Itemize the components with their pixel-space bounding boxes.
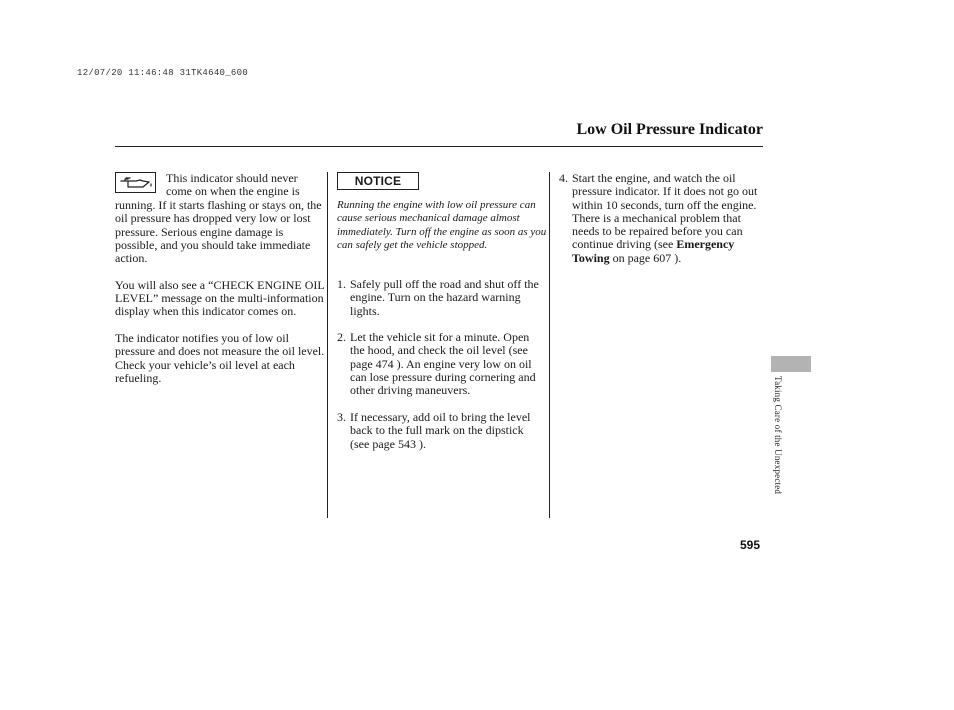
intro-line-1: This indicator should never xyxy=(166,171,298,185)
step-text: Safely pull off the road and shut off the engine. Turn on the hazard warning lights. xyxy=(350,277,539,318)
page-number: 595 xyxy=(740,538,761,552)
notice-text: Running the engine with low oil pressure can cause serious mechanical damage almost immediately. Turn off the engine as soon as you can safely get the vehicle stopped. xyxy=(337,199,547,251)
intro-line-2: come on when the engine is xyxy=(166,184,300,199)
step-text: Start the engine, and watch the oil pressure indicator. If it does not go out within 10 seconds, turn off the engine. There is a mechanical problem that needs to be repaired before you can continue driving (see xyxy=(572,171,758,252)
column-left xyxy=(115,199,325,398)
intro-lead xyxy=(166,172,326,199)
message-paragraph: You will also see a “CHECK ENGINE OIL LEVEL” message on the multi-information display when this indicator comes on. xyxy=(115,277,325,319)
emergency-towing-link[interactable]: Emergency Towing xyxy=(572,237,735,265)
steps-list xyxy=(337,278,545,451)
steps-list-continued xyxy=(559,172,765,265)
section-label-text: Taking Care of the Unexpected xyxy=(773,376,783,495)
list-item xyxy=(337,278,545,318)
column-divider-2 xyxy=(549,172,550,518)
list-item xyxy=(337,331,545,397)
step-text: If necessary, add oil to bring the level back to the full mark on the dipstick (see page 543 ). xyxy=(350,409,531,451)
print-timestamp: 12/07/20 11:46:48 31TK4640_600 xyxy=(77,68,249,78)
oil-can-icon xyxy=(115,172,156,193)
step-text-end: on page 607 ). xyxy=(609,250,682,265)
column-middle xyxy=(337,278,545,464)
list-item xyxy=(559,172,765,265)
column-divider-1 xyxy=(327,172,328,518)
step-text: Let the vehicle sit for a minute. Open the hood, and check the oil level (see page 474 ). An engine very low on oil can lose pressure during cornering and other driving maneuvers. xyxy=(350,330,536,398)
list-item xyxy=(337,411,545,451)
column-right xyxy=(559,172,765,278)
header-rule xyxy=(115,146,763,147)
section-label xyxy=(770,376,784,536)
page-title: Low Oil Pressure Indicator xyxy=(576,121,763,138)
intro-paragraph: running. If it starts flashing or stays on, the oil pressure has dropped very low or lost pressure. Serious engine damage is possible, and you should take immediate action. xyxy=(115,198,322,266)
step-number: 3. xyxy=(337,409,346,424)
refuel-paragraph: The indicator notifies you of low oil pressure and does not measure the oil level. Check your vehicle’s oil level at each refueling. xyxy=(115,330,325,385)
step-number: 4. xyxy=(559,171,568,185)
step-number: 2. xyxy=(337,330,346,345)
step-number: 1. xyxy=(337,277,346,291)
section-tab xyxy=(771,356,811,372)
notice-label: NOTICE xyxy=(337,172,419,190)
